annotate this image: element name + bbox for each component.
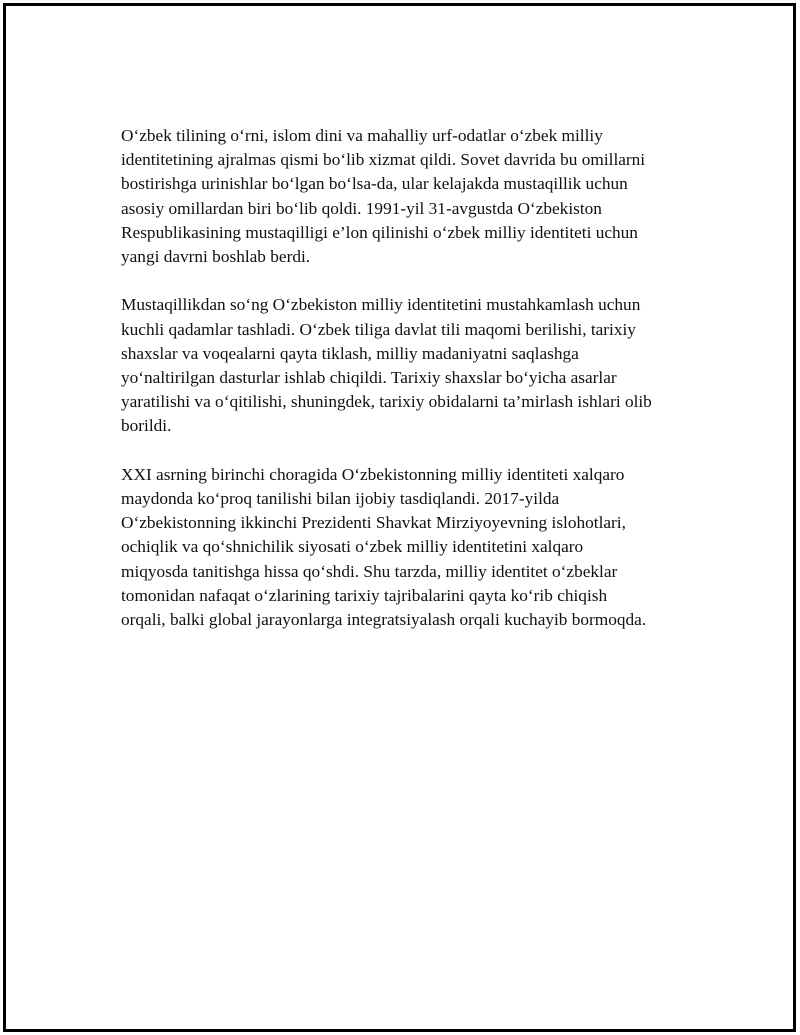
document-body: [121, 124, 691, 656]
paragraph-3: XXI asrning birinchi choragida O‘zbekistonning milliy identiteti xalqaro maydonda ko‘proq tanilishi bilan ijobiy tasdiqlandi. 2017-yilda O‘zbekistonning ikkinchi Prezidenti Shavkat Mirziyoyevning islohotlari, ochiqlik va qo‘shnichilik siyosati o‘zbek milliy identitetini xalqaro miqyosda tanitishga hissa qo‘shdi. Shu tarzda, milliy identitet o‘zbeklar tomonidan nafaqat o‘zlarining tarixiy tajribalarini qayta ko‘rib chiqish orqali, balki global jarayonlarga integratsiyalash orqali kuchayib bormoqda.: [121, 464, 647, 630]
page-frame: [3, 3, 796, 1032]
paragraph-2: Mustaqillikdan so‘ng O‘zbekiston milliy identitetini mustahkamlash uchun kuchli qadamlar tashladi. O‘zbek tiliga davlat tili maqomi berilishi, tarixiy shaxslar va voqealarni qayta tiklash, milliy madaniyatni saqlashga yo‘naltirilgan dasturlar ishlab chiqildi. Tarixiy shaxslar bo‘yicha asarlar yaratilishi va o‘qitilishi, shuningdek, tarixiy obidalarni ta’mirlash ishlari olib borildi.: [121, 295, 652, 436]
paragraph-1: O‘zbek tilining o‘rni, islom dini va mahalliy urf-odatlar o‘zbek milliy identitetining ajralmas qismi bo‘lib xizmat qildi. Sovet davrida bu omillarni bostirishga urinishlar bo‘lgan bo‘lsa-da, ular kelajakda mustaqillik uchun asosiy omillardan biri bo‘lib qoldi. 1991-yil 31-avgustda O‘zbekiston Respublikasining mustaqilligi e’lon qilinishi o‘zbek milliy identiteti uchun yangi davrni boshlab berdi.: [121, 126, 646, 267]
